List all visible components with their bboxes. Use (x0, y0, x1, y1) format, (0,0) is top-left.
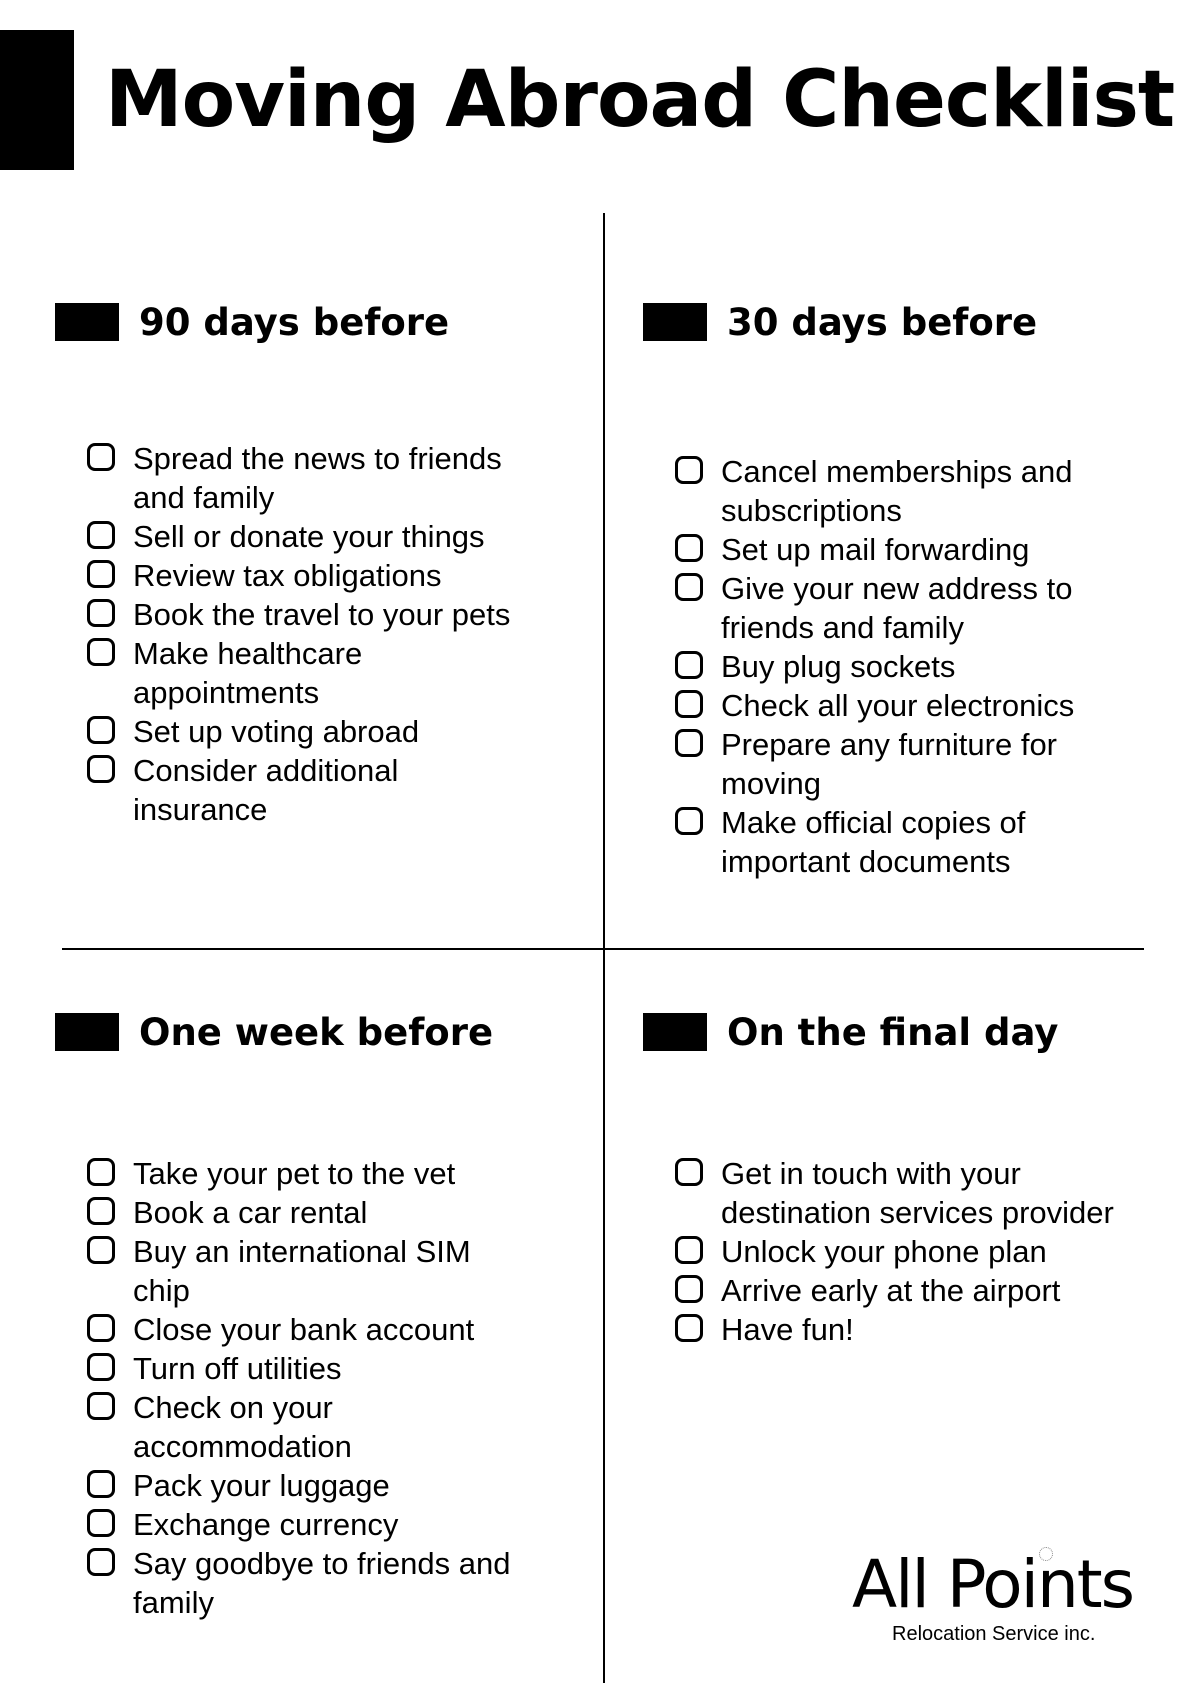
section-header (55, 1010, 555, 1054)
checkbox[interactable] (87, 1470, 115, 1498)
checklist-item (643, 1271, 1143, 1310)
checklist-item-label: Pack your luggage (133, 1468, 390, 1503)
horizontal-divider (62, 948, 1144, 950)
checklist (55, 1154, 555, 1622)
page-title: Moving Abroad Checklist (105, 55, 1175, 145)
checklist-item (55, 1232, 555, 1310)
checklist-item (643, 1154, 1143, 1232)
checkbox[interactable] (87, 443, 115, 471)
checkbox[interactable] (675, 651, 703, 679)
section-final-day (643, 1010, 1143, 1349)
logo-ring-icon (1039, 1547, 1053, 1561)
checklist-item (55, 439, 555, 517)
checklist (643, 1154, 1143, 1349)
checklist-item-label: Set up voting abroad (133, 714, 420, 749)
section-title: On the final day (727, 1010, 1059, 1054)
checklist-item-label: Give your new address to friends and family (721, 571, 1073, 645)
checkbox[interactable] (87, 1314, 115, 1342)
checklist (55, 439, 555, 829)
checklist-item (55, 712, 555, 751)
checklist-item (643, 803, 1143, 881)
checklist-item (643, 1310, 1143, 1349)
section-marker-block (55, 1013, 119, 1051)
checklist-item-label: Check on your accommodation (133, 1390, 352, 1464)
section-one-week (55, 1010, 555, 1622)
checklist-item (55, 1544, 555, 1622)
company-logo (852, 1545, 1152, 1670)
checklist-item (55, 517, 555, 556)
checklist (643, 452, 1143, 881)
checkbox[interactable] (87, 1197, 115, 1225)
checklist-item (55, 1349, 555, 1388)
checklist-item-label: Say goodbye to friends and family (133, 1546, 511, 1620)
title-accent-bar (0, 30, 74, 170)
section-marker-block (55, 303, 119, 341)
checkbox[interactable] (675, 456, 703, 484)
checkbox[interactable] (675, 1158, 703, 1186)
checklist-item (55, 556, 555, 595)
section-header (643, 1010, 1143, 1054)
checklist-item-label: Review tax obligations (133, 558, 442, 593)
checkbox[interactable] (87, 638, 115, 666)
checklist-item-label: Book a car rental (133, 1195, 368, 1230)
checklist-item-label: Exchange currency (133, 1507, 399, 1542)
section-header (643, 300, 1143, 344)
section-header (55, 300, 555, 344)
checkbox[interactable] (675, 534, 703, 562)
checklist-item-label: Spread the news to friends and family (133, 441, 502, 515)
checklist-item-label: Check all your electronics (721, 688, 1075, 723)
checklist-item (643, 530, 1143, 569)
checklist-item (643, 725, 1143, 803)
checklist-item-label: Set up mail forwarding (721, 532, 1030, 567)
checklist-item-label: Sell or donate your things (133, 519, 485, 554)
checklist-item (643, 569, 1143, 647)
section-marker-block (643, 303, 707, 341)
checklist-item (55, 1193, 555, 1232)
checkbox[interactable] (87, 1353, 115, 1381)
checklist-item-label: Consider additional insurance (133, 753, 399, 827)
checklist-item (55, 1388, 555, 1466)
checklist-item-label: Make official copies of important documents (721, 805, 1026, 879)
checklist-item (55, 634, 555, 712)
checkbox[interactable] (87, 1236, 115, 1264)
checklist-item-label: Prepare any furniture for moving (721, 727, 1058, 801)
checklist-item (55, 1310, 555, 1349)
section-marker-block (643, 1013, 707, 1051)
checklist-item-label: Turn off utilities (133, 1351, 342, 1386)
checklist-item (55, 1154, 555, 1193)
checkbox[interactable] (675, 573, 703, 601)
section-30-days (643, 300, 1143, 881)
checkbox[interactable] (87, 716, 115, 744)
checklist-item-label: Book the travel to your pets (133, 597, 511, 632)
checkbox[interactable] (675, 690, 703, 718)
checklist-item (55, 751, 555, 829)
section-90-days (55, 300, 555, 829)
checklist-item-label: Take your pet to the vet (133, 1156, 456, 1191)
checklist-item-label: Make healthcare appointments (133, 636, 363, 710)
logo-name: All Points (852, 1546, 1134, 1623)
checkbox[interactable] (675, 729, 703, 757)
checklist-item-label: Close your bank account (133, 1312, 475, 1347)
checklist-item-label: Have fun! (721, 1312, 854, 1347)
checkbox[interactable] (675, 1314, 703, 1342)
logo-tagline: Relocation Service inc. (892, 1623, 1096, 1645)
checklist-item-label: Unlock your phone plan (721, 1234, 1047, 1269)
checklist-item (55, 595, 555, 634)
checkbox[interactable] (87, 1548, 115, 1576)
checkbox[interactable] (87, 521, 115, 549)
checklist-item-label: Get in touch with your destination services provider (721, 1156, 1114, 1230)
checklist-item-label: Buy an international SIM chip (133, 1234, 471, 1308)
section-title: 30 days before (727, 300, 1038, 344)
section-title: One week before (139, 1010, 494, 1054)
checklist-item (55, 1505, 555, 1544)
checklist-item-label: Arrive early at the airport (721, 1273, 1061, 1308)
section-title: 90 days before (139, 300, 450, 344)
checklist-item (55, 1466, 555, 1505)
checkbox[interactable] (675, 1236, 703, 1264)
checklist-item (643, 452, 1143, 530)
checkbox[interactable] (675, 1275, 703, 1303)
checklist-item-label: Cancel memberships and subscriptions (721, 454, 1073, 528)
checkbox[interactable] (87, 1158, 115, 1186)
checkbox[interactable] (87, 755, 115, 783)
checklist-item-label: Buy plug sockets (721, 649, 956, 684)
checklist-item (643, 686, 1143, 725)
checkbox[interactable] (87, 599, 115, 627)
checkbox[interactable] (675, 807, 703, 835)
checklist-item (643, 647, 1143, 686)
checkbox[interactable] (87, 1509, 115, 1537)
checklist-item (643, 1232, 1143, 1271)
checkbox[interactable] (87, 560, 115, 588)
checkbox[interactable] (87, 1392, 115, 1420)
